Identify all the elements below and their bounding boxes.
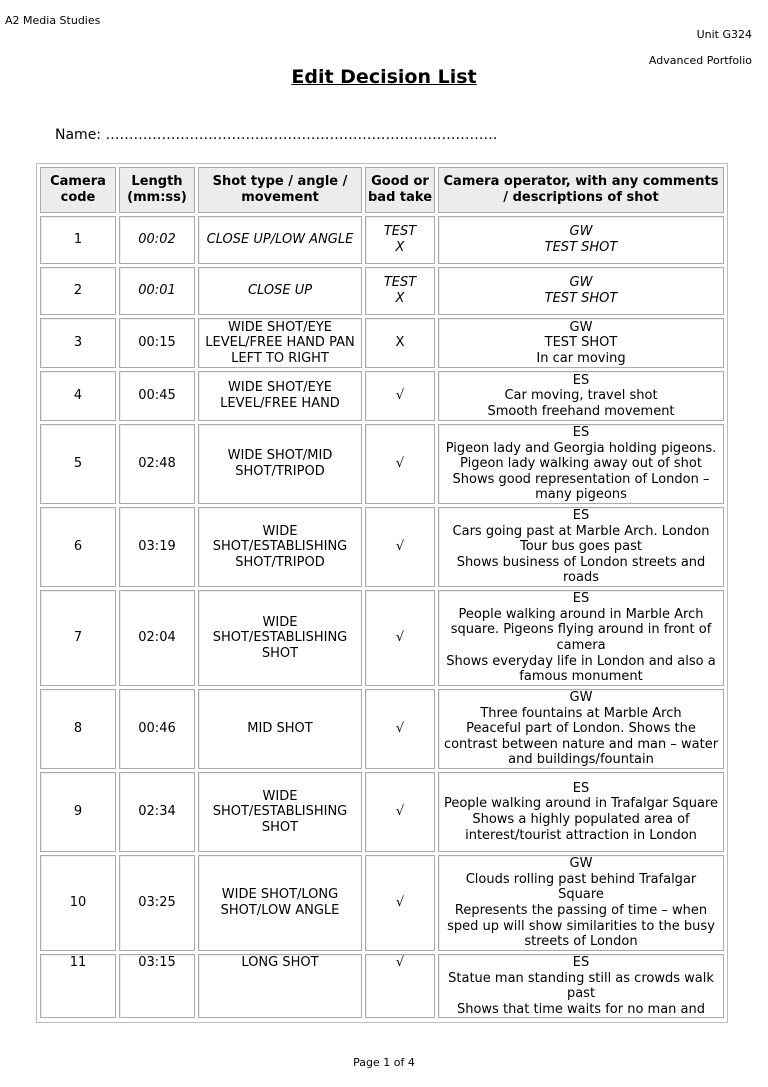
cell-shot: WIDE SHOT/EYE LEVEL/FREE HAND PAN LEFT TO RIGHT: [198, 318, 362, 368]
table-row: [40, 590, 724, 686]
cell-code: 7: [40, 590, 116, 686]
cell-shot: LONG SHOT: [198, 954, 362, 1018]
cell-code: 3: [40, 318, 116, 368]
page-title: Edit Decision List: [291, 66, 477, 88]
table-row: [40, 772, 724, 852]
cell-length: 00:02: [119, 216, 195, 264]
cell-shot: CLOSE UP/LOW ANGLE: [198, 216, 362, 264]
cell-shot: WIDE SHOT/ESTABLISHING SHOT/TRIPOD: [198, 507, 362, 587]
cell-length: 03:15: [119, 954, 195, 1018]
cell-code: 9: [40, 772, 116, 852]
cell-shot: WIDE SHOT/ESTABLISHING SHOT: [198, 590, 362, 686]
cell-take: √: [365, 954, 435, 1018]
cell-take: X: [365, 318, 435, 368]
cell-code: 4: [40, 371, 116, 421]
cell-length: 02:34: [119, 772, 195, 852]
col-header-take: Good or bad take: [365, 167, 435, 213]
cell-length: 03:25: [119, 855, 195, 951]
cell-comments: ES Statue man standing still as crowds walk past Shows that time waits for no man and: [438, 954, 724, 1018]
cell-take: √: [365, 772, 435, 852]
cell-take: √: [365, 371, 435, 421]
cell-length: 03:19: [119, 507, 195, 587]
cell-length: 00:46: [119, 689, 195, 769]
page-number: Page 1 of 4: [353, 1056, 415, 1069]
cell-length: 00:45: [119, 371, 195, 421]
cell-comments: ES Car moving, travel shot Smooth freehand movement: [438, 371, 724, 421]
table-row: [40, 371, 724, 421]
edit-decision-table: [36, 163, 728, 1023]
portfolio-label: Advanced Portfolio: [648, 54, 752, 67]
col-header-shot-type: Shot type / angle / movement: [198, 167, 362, 213]
cell-comments: GW Three fountains at Marble Arch Peaceful part of London. Shows the contrast between nature and man – water and buildings/fountain: [438, 689, 724, 769]
col-header-comments: Camera operator, with any comments / descriptions of shot: [438, 167, 724, 213]
cell-comments: GW TEST SHOT: [438, 267, 724, 315]
col-header-camera-code: Camera code: [40, 167, 116, 213]
table-row: [40, 855, 724, 951]
cell-shot: WIDE SHOT/ESTABLISHING SHOT: [198, 772, 362, 852]
cell-shot: WIDE SHOT/EYE LEVEL/FREE HAND: [198, 371, 362, 421]
cell-shot: WIDE SHOT/LONG SHOT/LOW ANGLE: [198, 855, 362, 951]
table-header-row: [40, 167, 724, 213]
cell-comments: GW TEST SHOT: [438, 216, 724, 264]
cell-code: 6: [40, 507, 116, 587]
cell-comments: ES People walking around in Marble Arch square. Pigeons flying around in front of camera Shows everyday life in London and also a famous monument: [438, 590, 724, 686]
table-row: [40, 424, 724, 504]
cell-take: √: [365, 590, 435, 686]
cell-comments: GW Clouds rolling past behind Trafalgar Square Represents the passing of time – when sped up will show similarities to the busy streets of London: [438, 855, 724, 951]
subject-label: A2 Media Studies: [5, 14, 101, 27]
cell-shot: CLOSE UP: [198, 267, 362, 315]
table-row: [40, 507, 724, 587]
cell-take: √: [365, 507, 435, 587]
name-line: Name: …………………………………………………………………………: [55, 127, 498, 143]
cell-code: 5: [40, 424, 116, 504]
col-header-length: Length (mm:ss): [119, 167, 195, 213]
table-row: [40, 318, 724, 368]
cell-length: 02:04: [119, 590, 195, 686]
cell-shot: MID SHOT: [198, 689, 362, 769]
cell-comments: ES Pigeon lady and Georgia holding pigeons. Pigeon lady walking away out of shot Shows good representation of London – many pigeons: [438, 424, 724, 504]
table-row: [40, 689, 724, 769]
table-row: [40, 216, 724, 264]
cell-comments: GW TEST SHOT In car moving: [438, 318, 724, 368]
table-row: [40, 954, 724, 1018]
cell-take: √: [365, 424, 435, 504]
cell-take: TEST X: [365, 267, 435, 315]
cell-code: 11: [40, 954, 116, 1018]
cell-length: 00:15: [119, 318, 195, 368]
cell-comments: ES Cars going past at Marble Arch. London Tour bus goes past Shows business of London streets and roads: [438, 507, 724, 587]
table-row: [40, 267, 724, 315]
cell-take: √: [365, 855, 435, 951]
unit-label: Unit G324: [696, 28, 752, 41]
cell-take: √: [365, 689, 435, 769]
cell-comments: ES People walking around in Trafalgar Square Shows a highly populated area of interest/tourist attraction in London: [438, 772, 724, 852]
cell-code: 10: [40, 855, 116, 951]
cell-shot: WIDE SHOT/MID SHOT/TRIPOD: [198, 424, 362, 504]
cell-take: TEST X: [365, 216, 435, 264]
cell-code: 2: [40, 267, 116, 315]
cell-length: 02:48: [119, 424, 195, 504]
cell-length: 00:01: [119, 267, 195, 315]
cell-code: 1: [40, 216, 116, 264]
cell-code: 8: [40, 689, 116, 769]
